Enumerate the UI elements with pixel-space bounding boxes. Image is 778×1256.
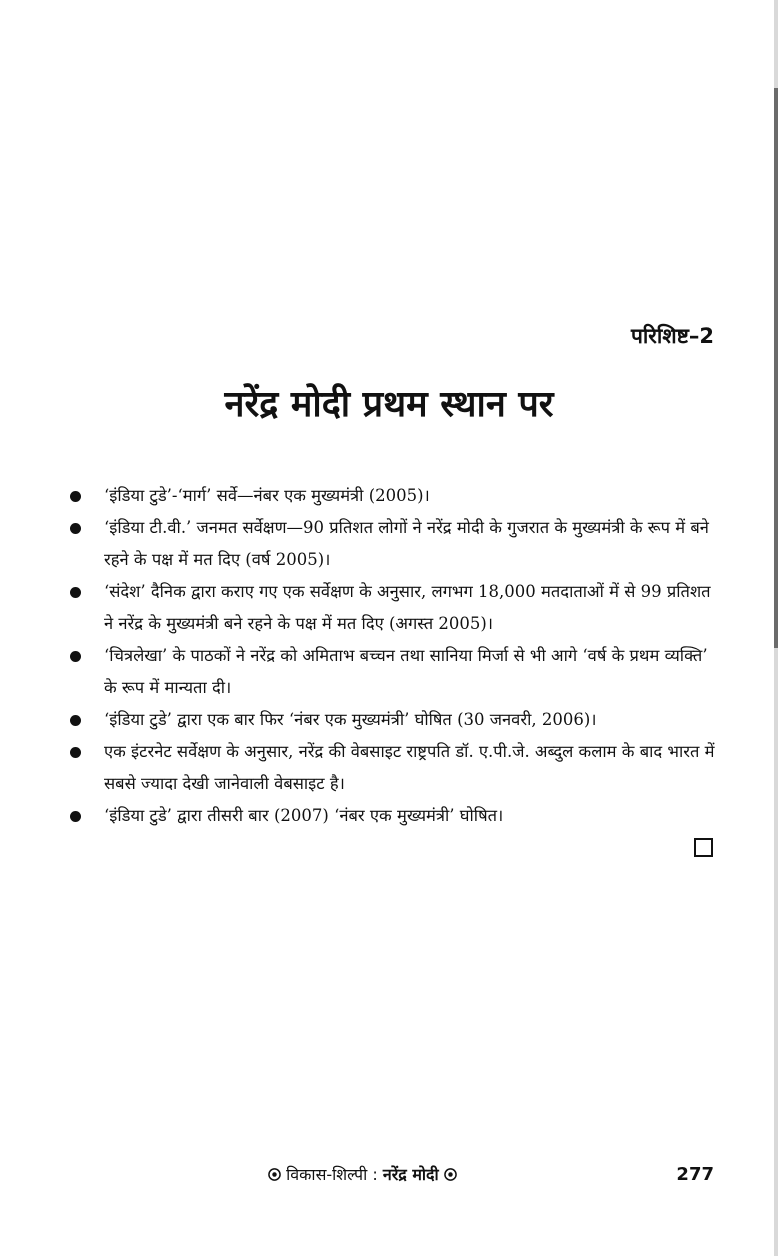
list-item: [66, 576, 718, 640]
list-item: [66, 640, 718, 704]
list-item-text: ‘इंडिया टुडे’ द्वारा एक बार फिर ‘नंबर एक मुख्यमंत्री’ घोषित (30 जनवरी, 2006)।: [104, 710, 597, 729]
bullet-icon: [70, 587, 81, 598]
list-item-text: ‘इंडिया टी.वी.’ जनमत सर्वेक्षण—90 प्रतिशत लोगों ने नरेंद्र मोदी के गुजरात के मुख्यमंत्री के रूप में बने रहने के पक्ष में मत दिए (वर्ष 2005)।: [104, 518, 709, 569]
list-item: [66, 704, 718, 736]
bullet-icon: [70, 491, 81, 502]
page-number: 277: [676, 1164, 714, 1185]
list-item-text: ‘चित्रलेखा’ के पाठकों ने नरेंद्र को अमिताभ बच्चन तथा सानिया मिर्जा से भी आगे ‘वर्ष के प्रथम व्यक्ति’ के रूप में मान्यता दी।: [104, 646, 708, 697]
bullet-icon: [70, 651, 81, 662]
achievement-list: [66, 480, 718, 832]
flower-ornament-icon: [268, 1168, 281, 1181]
page-title: नरेंद्र मोदी प्रथम स्थान पर: [224, 384, 554, 425]
page-edge-shadow: [774, 88, 778, 648]
list-item-text: ‘संदेश’ दैनिक द्वारा कराए गए एक सर्वेक्षण के अनुसार, लगभग 18,000 मतदाताओं में से 99 प्रतिशत ने नरेंद्र के मुख्यमंत्री बने रहने के पक्ष में मत दिए (अगस्त 2005)।: [104, 582, 711, 633]
running-footer: [268, 1160, 457, 1190]
bullet-icon: [70, 715, 81, 726]
page-footer: [0, 1160, 778, 1190]
bullet-icon: [70, 747, 81, 758]
appendix-label: परिशिष्ट–2: [630, 324, 714, 348]
list-item: [66, 736, 718, 800]
flower-ornament-icon: [444, 1168, 457, 1181]
list-item-text: एक इंटरनेट सर्वेक्षण के अनुसार, नरेंद्र की वेबसाइट राष्ट्रपति डॉ. ए.पी.जे. अब्दुल कलाम के बाद भारत में सबसे ज्यादा देखी जानेवाली वेबसाइट है।: [104, 742, 715, 793]
list-item: [66, 512, 718, 576]
footer-author-name: नरेंद्र मोदी: [382, 1165, 439, 1184]
list-item: [66, 800, 718, 832]
bullet-icon: [70, 811, 81, 822]
bullet-icon: [70, 523, 81, 534]
list-item: [66, 480, 718, 512]
list-item-text: ‘इंडिया टुडे’ द्वारा तीसरी बार (2007) ‘नंबर एक मुख्यमंत्री’ घोषित।: [104, 806, 504, 825]
end-of-section-square-icon: [694, 838, 713, 857]
footer-book-title: विकास-शिल्पी :: [286, 1165, 378, 1184]
list-item-text: ‘इंडिया टुडे’-‘मार्ग’ सर्वे—नंबर एक मुख्यमंत्री (2005)।: [104, 486, 430, 505]
